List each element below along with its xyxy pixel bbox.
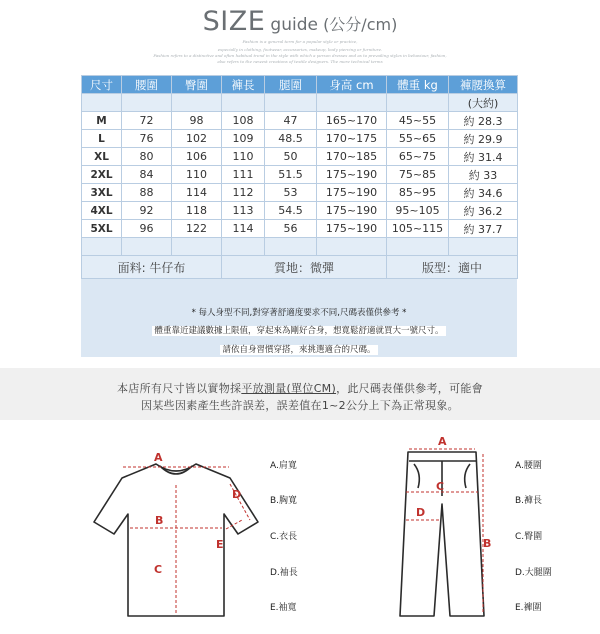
shirt-diagram: [88, 430, 268, 626]
cell: 72: [122, 112, 172, 130]
pants-legend-e: E.褲圍: [515, 603, 542, 613]
cell: L: [82, 130, 122, 148]
table-row: [82, 184, 518, 202]
pants-legend-b: B.褲長: [515, 496, 543, 506]
size-note-1: * 每人身型不同,對穿著舒適度要求不同,尺碼表僅供參考 *: [191, 308, 407, 318]
cell: 54.5: [265, 202, 317, 220]
cell: 4XL: [82, 202, 122, 220]
table-subheader-row: [82, 94, 518, 112]
mark-e: E: [216, 538, 224, 551]
mark-d: D: [416, 506, 426, 519]
table-row: [82, 130, 518, 148]
mark-b: B: [155, 514, 164, 527]
cell: 98: [172, 112, 222, 130]
table-spacer-row: [82, 238, 518, 256]
table-row: [82, 202, 518, 220]
cell: 約 37.7: [449, 220, 518, 238]
cell: 110: [222, 148, 265, 166]
cell: 84: [122, 166, 172, 184]
col-header: 尺寸: [82, 76, 122, 94]
cell: 113: [222, 202, 265, 220]
pocket-left: [414, 464, 419, 488]
page-title: [0, 6, 600, 37]
cell: 約 28.3: [449, 112, 518, 130]
cell: 114: [172, 184, 222, 202]
size-note-2: 體重靠近建議數據上限值，穿起來為剛好合身，想寬鬆舒適就買大一號尺寸。: [154, 326, 444, 336]
fabric-cell: 面料: 牛仔布: [82, 256, 222, 279]
size-table: [81, 75, 518, 279]
cell: 175~190: [317, 202, 387, 220]
mark-d: D: [232, 488, 242, 501]
cell: 約 34.6: [449, 184, 518, 202]
cell: 96: [122, 220, 172, 238]
cell: 約 33: [449, 166, 518, 184]
cell: 175~190: [317, 184, 387, 202]
shirt-legend-e: E.袖寬: [270, 603, 297, 613]
cell: 165~170: [317, 112, 387, 130]
mark-b: B: [483, 537, 492, 550]
cell: 55~65: [387, 130, 449, 148]
cell: 108: [222, 112, 265, 130]
cell: 175~190: [317, 220, 387, 238]
cell: 109: [222, 130, 265, 148]
cell: 111: [222, 166, 265, 184]
col-header: 腰圍: [122, 76, 172, 94]
cell: 95~105: [387, 202, 449, 220]
pants-legend-d: D.大腿圍: [515, 568, 552, 578]
shirt-legend-b: B.胸寬: [270, 496, 298, 506]
shirt-legend-c: C.衣長: [270, 532, 298, 542]
measurement-notice: [0, 368, 600, 420]
table-row: [82, 220, 518, 238]
mark-c: C: [436, 480, 445, 493]
title-guide: guide: [270, 15, 318, 35]
cell: 114: [222, 220, 265, 238]
cell: 48.5: [265, 130, 317, 148]
fine-print-line: Fashion refers to a distinctive and often habitual trend in the style with which a person dresses and as to prevailing styles in behaviour, fashion,: [153, 53, 447, 58]
mark-a: A: [438, 435, 447, 448]
table-row: [82, 148, 518, 166]
cell: 102: [172, 130, 222, 148]
fabric-row: [82, 256, 518, 279]
cell: 175~190: [317, 166, 387, 184]
texture-cell: 質地：微彈: [222, 256, 387, 279]
fine-print-line: Fashion is a general term for a popular style or practice,: [242, 39, 358, 44]
table-row: [82, 166, 518, 184]
col-header: 臀圍: [172, 76, 222, 94]
col-header: 身高 cm: [317, 76, 387, 94]
cell: 76: [122, 130, 172, 148]
shirt-legend-d: D.袖長: [270, 568, 298, 578]
fine-print-line: especially in clothing, footwear, accessories, makeup, body piercing or furniture.: [217, 47, 383, 52]
pocket-right: [465, 464, 470, 488]
mark-c: C: [154, 563, 163, 576]
table-header-row: [82, 76, 518, 94]
cell: 112: [222, 184, 265, 202]
cell: 118: [172, 202, 222, 220]
pants-diagram: [380, 430, 500, 630]
title-unit: (公分/cm): [323, 15, 398, 34]
cell: 5XL: [82, 220, 122, 238]
title-size: SIZE: [202, 6, 266, 37]
cell: 105~115: [387, 220, 449, 238]
cell: 45~55: [387, 112, 449, 130]
cell: 92: [122, 202, 172, 220]
notice-line-2: 因某些因素產生些許誤差，誤差值在1~2公分上下為正常現象。: [141, 399, 459, 412]
cell: 47: [265, 112, 317, 130]
cell: 170~175: [317, 130, 387, 148]
cell: 56: [265, 220, 317, 238]
fit-cell: 版型：適中: [387, 256, 518, 279]
cell: 80: [122, 148, 172, 166]
cell: XL: [82, 148, 122, 166]
mark-a: A: [154, 451, 163, 464]
cell: 122: [172, 220, 222, 238]
pants-legend-a: A.腰圍: [515, 461, 542, 471]
col-header: 腿圍: [265, 76, 317, 94]
cell: 2XL: [82, 166, 122, 184]
col-header: 體重 kg: [387, 76, 449, 94]
cell: 51.5: [265, 166, 317, 184]
cell: 約 36.2: [449, 202, 518, 220]
cell: 65~75: [387, 148, 449, 166]
cell: 75~85: [387, 166, 449, 184]
cell: 85~95: [387, 184, 449, 202]
shirt-legend-a: A.肩寬: [270, 461, 297, 471]
pants-legend-c: C.臀圍: [515, 532, 543, 542]
approx-note: (大約): [449, 94, 518, 112]
table-row: [82, 112, 518, 130]
cell: 3XL: [82, 184, 122, 202]
cell: 53: [265, 184, 317, 202]
notice-line-1: 本店所有尺寸皆以實物採平放測量(單位CM)，此尺碼表僅供參考，可能會: [117, 382, 483, 395]
cell: M: [82, 112, 122, 130]
cell: 110: [172, 166, 222, 184]
cell: 170~185: [317, 148, 387, 166]
cell: 約 31.4: [449, 148, 518, 166]
cell: 50: [265, 148, 317, 166]
col-header: 褲腰換算: [449, 76, 518, 94]
cell: 106: [172, 148, 222, 166]
cell: 約 29.9: [449, 130, 518, 148]
col-header: 褲長: [222, 76, 265, 94]
fine-print-line: also refers to the newest creations of textile designers. The more technical terms: [217, 59, 383, 64]
cell: 88: [122, 184, 172, 202]
size-note-3: 請依自身習慣穿搭，來挑選適合的尺碼。: [222, 345, 376, 355]
